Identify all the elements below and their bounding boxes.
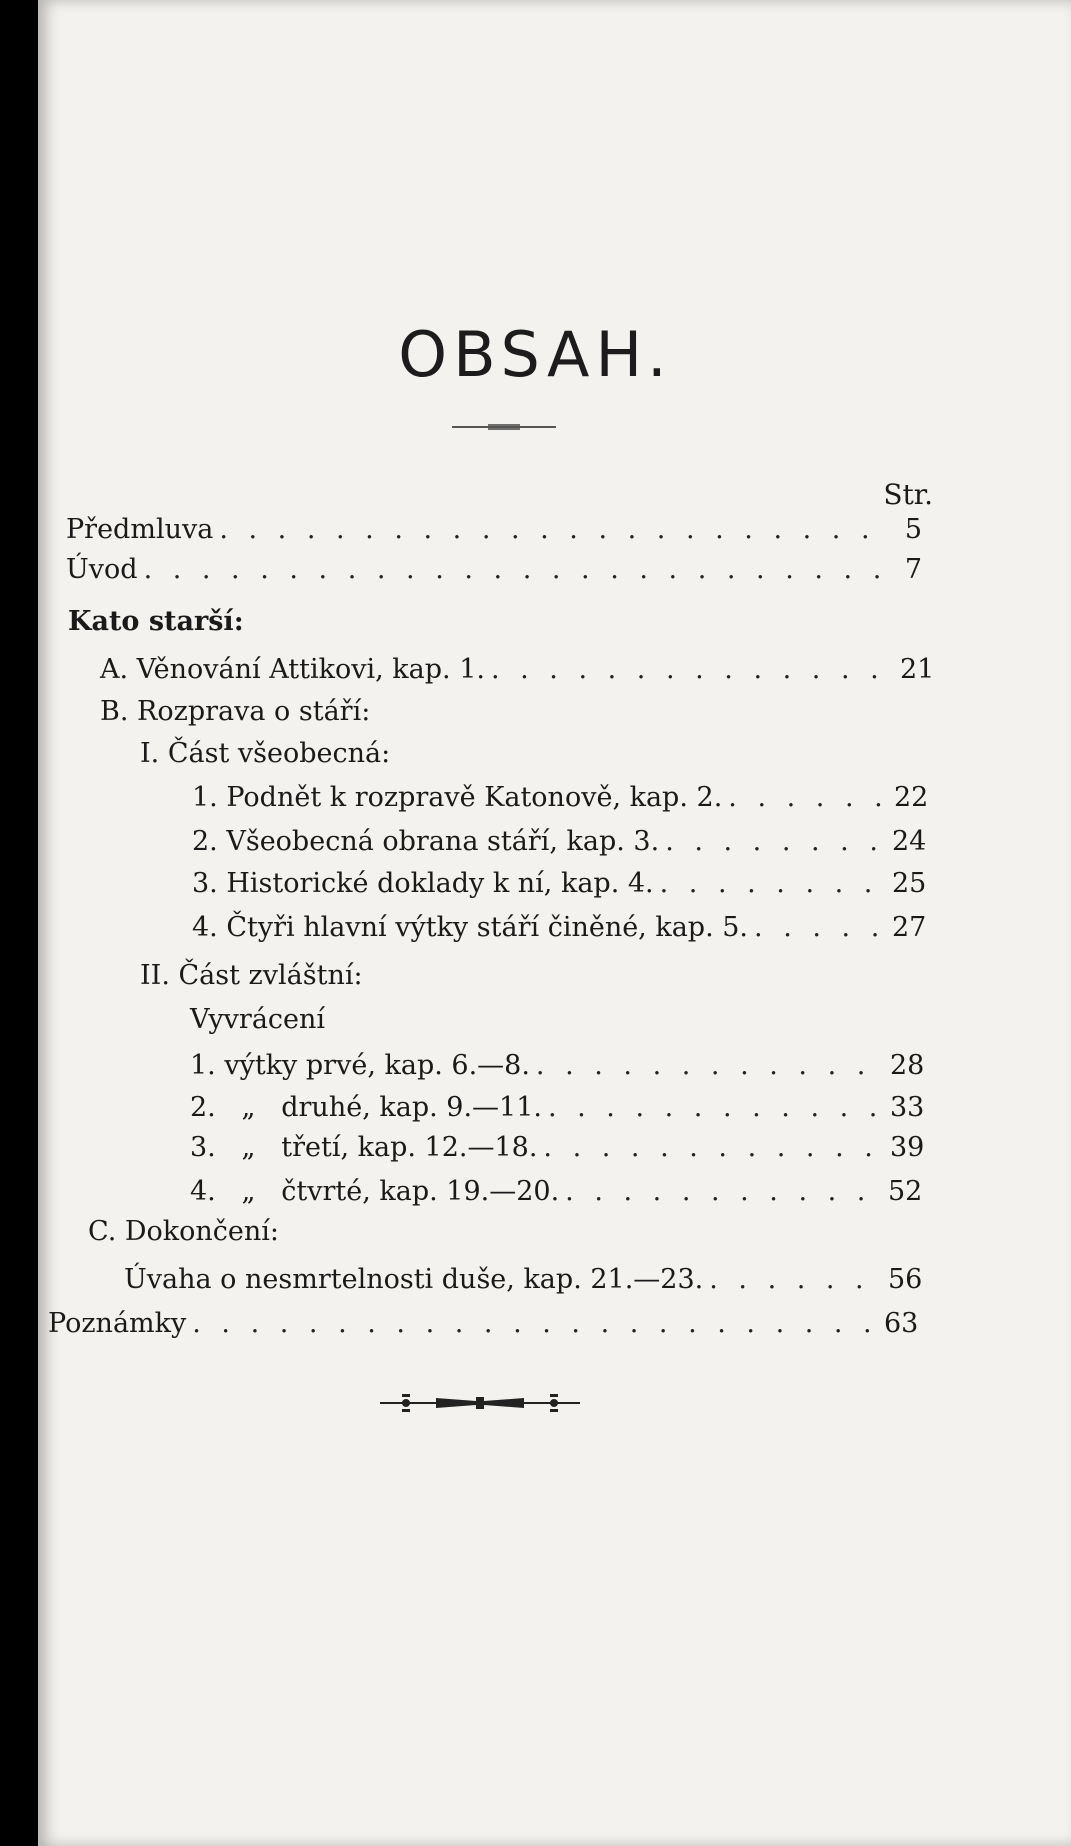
toc-section-heading-ii: II. Část zvláštní: [140,960,363,991]
toc-entry-label: 2. „ druhé, kap. 9.—11. [190,1092,542,1123]
toc-entry-page: 5 [904,514,922,545]
toc-entry-page: 56 [888,1264,923,1295]
toc-entry-label: Předmluva [66,514,214,545]
toc-entry-c1 [124,1262,923,1298]
toc-entry-page: 25 [892,868,927,899]
toc-leader-dots [665,824,886,860]
toc-leader-dots [660,866,886,902]
toc-entry-poznamky [48,1306,919,1342]
toc-entry-label: 3. Historické doklady k ní, kap. 4. [192,868,654,899]
toc-leader-dots [536,1048,884,1084]
toc-entry-label: Úvod [66,554,138,585]
toc-entry-i3 [192,866,927,902]
toc-leader-dots [491,652,894,688]
toc-entry-i2 [192,824,927,860]
toc-subheading-vyvraceni: Vyvrácení [190,1004,326,1035]
toc-entry-page: 24 [892,826,927,857]
toc-entry-label: 1. Podnět k rozpravě Katonově, kap. 2. [192,782,723,813]
toc-section-heading-i: I. Část všeobecná: [140,738,391,769]
toc-entry-page: 52 [888,1176,923,1207]
toc-entry-ii3 [190,1130,925,1166]
toc-leader-dots [548,1090,884,1126]
toc-entry-page: 33 [890,1092,925,1123]
toc-section-heading-b: B. Rozprava o stáří: [100,696,371,727]
toc-leader-dots [144,552,886,588]
toc-entry-page: 27 [892,912,927,943]
page-column-header: Str. [883,478,933,511]
toc-entry-label: A. Věnování Attikovi, kap. 1. [100,654,485,685]
toc-entry-ii2 [190,1090,925,1126]
toc-entry-label: 4. „ čtvrté, kap. 19.—20. [190,1176,560,1207]
toc-entry-page: 28 [890,1050,925,1081]
title-rule-ornament [452,424,556,430]
toc-entry-label: 1. výtky prvé, kap. 6.—8. [190,1050,530,1081]
toc-entry-page: 63 [884,1308,919,1339]
toc-leader-dots [709,1262,882,1298]
toc-entry-predmluva [66,512,922,548]
closing-ornament [376,1392,584,1414]
toc-entry-page: 21 [900,654,935,685]
toc-entry-ii4 [190,1174,923,1210]
toc-entry-label: 3. „ třetí, kap. 12.—18. [190,1132,538,1163]
toc-entry-page: 7 [904,554,922,585]
toc-entry-a [100,652,935,688]
toc-entry-page: 22 [894,782,929,813]
toc-entry-page: 39 [890,1132,925,1163]
toc-leader-dots [565,1174,882,1210]
toc-leader-dots [543,1130,884,1166]
toc-entry-i4 [192,910,927,946]
toc-leader-dots [192,1306,878,1342]
toc-section-heading-c: C. Dokončení: [88,1216,279,1247]
toc-entry-i1 [192,780,929,816]
toc-entry-label: Úvaha o nesmrtelnosti duše, kap. 21.—23. [124,1264,704,1295]
toc-entry-label: 2. Všeobecná obrana stáří, kap. 3. [192,826,660,857]
toc-entry-uvod [66,552,922,588]
toc-section-heading-kato: Kato starší: [68,606,244,637]
toc-leader-dots [728,780,888,816]
toc-entry-ii1 [190,1048,925,1084]
toc-leader-dots [754,910,886,946]
page-title: OBSAH. [398,318,673,391]
toc-entry-label: 4. Čtyři hlavní výtky stáří činěné, kap. 5. [192,912,749,943]
toc-leader-dots [219,512,886,548]
toc-entry-label: Poznámky [48,1308,187,1339]
